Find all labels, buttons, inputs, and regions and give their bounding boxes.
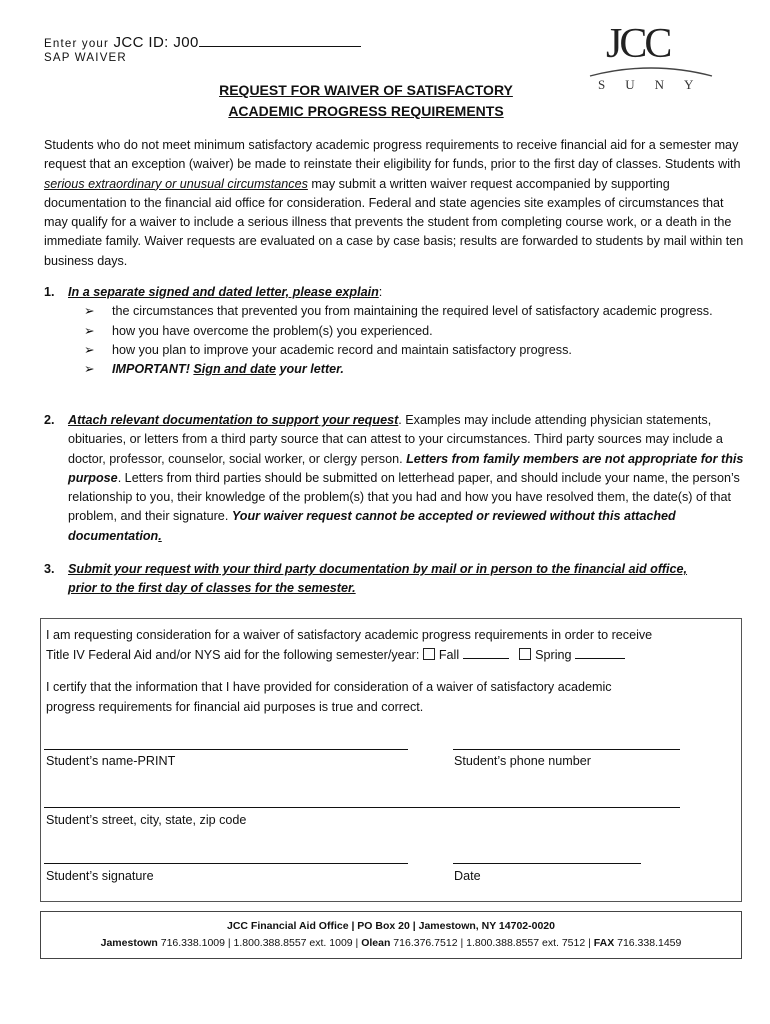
item2-emphasis-2: Your waiver request cannot be accepted or reviewed without this attached documentation [68,509,676,543]
item1-colon: : [378,285,383,299]
important-end: your letter. [275,362,344,377]
student-name-field[interactable] [44,749,408,750]
item-number: 1. [44,285,55,299]
arrow-bullet-icon: ➢ [84,304,95,319]
student-signature-label: Student’s signature [46,869,154,883]
instruction-2 [44,411,744,546]
item2-emphasis-1: Letters from family members are not appropriate for this purpose [68,451,744,485]
date-label: Date [454,869,481,883]
list-item [84,322,744,341]
spring-year-field[interactable] [575,647,625,659]
student-signature-field[interactable] [44,863,408,864]
logo-jcc-text: JCC [606,21,670,67]
fall-checkbox[interactable] [423,648,435,660]
certification-statement [46,678,736,717]
bullet-text: how you have overcome the problem(s) you experienced. [112,323,433,338]
student-phone-label: Student’s phone number [454,754,591,768]
footer-fax-number: 716.338.1459 [614,937,682,949]
form-title-line1: REQUEST FOR WAIVER OF SATISFACTORY [219,82,513,98]
list-item [84,360,744,379]
jcc-id-line [44,34,361,51]
arrow-bullet-icon: ➢ [84,362,95,377]
semester-selection [46,646,736,666]
footer-phones [41,937,741,949]
footer-olean-phones: 716.376.7512 | 1.800.388.8557 ext. 7512 | [390,937,594,949]
certify-line-1: I certify that the information that I have provided for consideration of a waiver of satisfactory academic [46,680,612,694]
financial-aid-footer [40,911,742,959]
important-label: IMPORTANT! [112,362,194,377]
logo-suny-text: SUNY [598,77,714,92]
list-item [84,341,744,360]
footer-olean-label: Olean [361,937,391,949]
item-number: 2. [44,413,55,427]
item2-end: . [158,528,162,543]
item2-text-1: . Examples may include attending physician statements, obituaries, or letters from a third party source that can attest to your circumstances. Third party sources may include a doctor, professor, counselor, social worker, or clergy person. [68,413,723,466]
spring-label: Spring [535,647,572,662]
arrow-bullet-icon: ➢ [84,323,95,338]
student-phone-field[interactable] [453,749,680,750]
certify-line-2: progress requirements for financial aid purposes is true and correct. [46,699,424,714]
item3-line1: Submit your request with your third party documentation by mail or in person to the financial aid office, [68,562,688,576]
logo-arc-icon [588,64,714,78]
jcc-id-field[interactable] [199,34,361,47]
footer-jamestown-phones: 716.338.1009 | 1.800.388.8557 ext. 1009 | [157,937,362,949]
intro-emphasis: serious extraordinary or unusual circumstances [44,176,308,191]
student-name-label: Student’s name-PRINT [46,754,176,768]
bullet-text: how you plan to improve your academic record and maintain satisfactory progress. [112,342,572,357]
footer-address: JCC Financial Aid Office | PO Box 20 | Jamestown, NY 14702-0020 [226,920,555,932]
intro-paragraph [44,136,744,271]
fall-year-field[interactable] [463,647,509,659]
date-field[interactable] [453,863,641,864]
form-title-line2: ACADEMIC PROGRESS REQUIREMENTS [228,103,504,119]
item2-heading: Attach relevant documentation to support your request [68,413,399,427]
instruction-3 [44,560,744,599]
intro-text-1: Students who do not meet minimum satisfactory academic progress requirements to receive financial aid for a semester may request that an exception (waiver) be made to reinstate their eligibility for funds, prior to the first day of classes. Students with [44,138,741,172]
list-item [84,302,744,321]
item-number: 3. [44,562,55,576]
important-underlined: Sign and date [193,362,276,377]
student-address-field[interactable] [44,807,680,808]
sap-waiver-label: SAP WAIVER [44,52,127,64]
bullet-text: the circumstances that prevented you from maintaining the required level of satisfactory academic progress. [112,304,713,319]
id-prompt: Enter your [44,38,114,50]
fall-label: Fall [438,647,460,662]
id-label: JCC ID: J00 [113,34,199,51]
footer-fax-label: FAX [593,937,615,949]
request-line-1: I am requesting consideration for a waiver of satisfactory academic progress requirements in order to receive [46,628,653,642]
student-address-label: Student’s street, city, state, zip code [46,813,247,827]
item2-text-2: . Letters from third parties should be submitted on letterhead paper, and should include your name, the person’s relationship to you, their knowledge of the problem(s) that you had and how you have resolved them, the date(s) of that problem, and their signature. [68,470,740,524]
arrow-bullet-icon: ➢ [84,342,95,357]
spring-checkbox[interactable] [519,648,531,660]
item1-heading: In a separate signed and dated letter, please explain [68,285,379,299]
intro-text-2: may submit a written waiver request accompanied by supporting documentation to the financial aid office for consideration. Federal and state agencies site examples of circumstances that may qualify for a waiver to include a serious illness that prevents the student from completing course work, or a death in the immediate family. Waiver requests are evaluated on a case by case basis; results are forwarded to students by mail within ten business days. [44,176,744,268]
request-line-2: Title IV Federal Aid and/or NYS aid for the following semester/year: [46,647,423,662]
instruction-1 [44,283,744,379]
item3-line2: prior to the first day of classes for the semester. [68,581,356,596]
request-statement [46,626,736,665]
footer-jamestown-label: Jamestown [100,937,158,949]
